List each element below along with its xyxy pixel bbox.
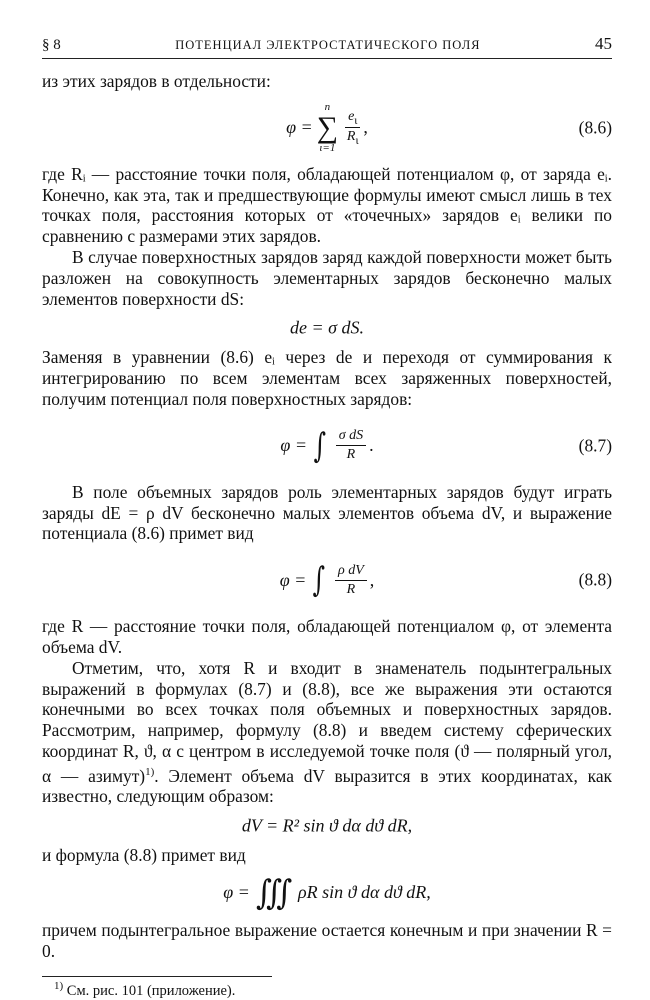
- eq86-num-sub: ι: [354, 113, 358, 127]
- triple-integral-sign: ∭: [255, 872, 293, 913]
- equation-label-8-8: (8.8): [578, 569, 612, 590]
- eq88-denominator: R: [346, 581, 356, 597]
- sigma-symbol: ∑: [316, 110, 339, 144]
- paragraph-surface-charges: В случае поверхностных зарядов заряд каждой поверхности может быть разложен на совокупность элементарных зарядов бесконечно малых элементов поверхности dS:: [42, 246, 612, 309]
- equation-de: [42, 313, 612, 343]
- eq88-numerator: ρ dV: [335, 563, 367, 581]
- integral-sign: ∫: [313, 425, 327, 466]
- equation-dV: [42, 811, 612, 841]
- integral-sign: ∫: [312, 560, 326, 601]
- sum-operator: [317, 102, 338, 154]
- paragraph-intro: из этих зарядов в отдельности:: [42, 71, 271, 91]
- equation-label-8-7: (8.7): [578, 435, 612, 456]
- paragraph-volume-charges: В поле объемных зарядов роль элементарных зарядов будут играть заряды dE = ρ dV бесконечно малых элементов объема dV, и выражение потенциала (8.6) примет вид: [42, 481, 612, 544]
- eq88-tail: ,: [369, 569, 375, 590]
- eq-de-text: de = σ dS.: [289, 317, 364, 338]
- paragraph-formula-takes: и формула (8.8) примет вид: [42, 845, 246, 866]
- running-header: [42, 34, 612, 59]
- eq88-fraction: [335, 563, 367, 598]
- equation-triple-integral: [42, 870, 612, 916]
- page-number: 45: [595, 34, 612, 53]
- paragraph-distance: где Rᵢ — расстояние точки поля, обладающей потенциалом φ, от заряда eᵢ. Конечно, как эта, так и предшествующие формулы имеют смысл лишь в тех точках поля, расстояния которых от «точечных» зарядов eᵢ велики по сравнению с размерами этих зарядов.: [42, 163, 612, 247]
- eq-dv-text: dV = R² sin ϑ dα dϑ dR,: [241, 815, 413, 836]
- equation-8-8: [42, 548, 612, 612]
- eq86-lhs: φ =: [286, 117, 313, 138]
- paragraph-R-definition: где R — расстояние точки поля, обладающей потенциалом φ, от элемента объема dV.: [42, 616, 612, 657]
- equation-label-8-6: (8.6): [578, 117, 612, 138]
- p7-text-a: Отметим, что, хотя R и входит в знаменатель подынтегральных выражений в формулах (8.7) и (8.8), все же выражения эти остаются конечными во всех точках поля объемных и поверхностных зарядов. Рассмотрим, например, формулу (8.8) и введем систему сферических координат R, ϑ, α с центром в исследуемой точке поля (ϑ — полярный угол, α — азимут): [42, 657, 612, 786]
- eq87-tail: .: [369, 435, 374, 456]
- eq-phi3-lhs: φ =: [223, 882, 250, 903]
- paragraph-conclusion: причем подынтегральное выражение остается конечным и при значении R = 0.: [42, 919, 612, 961]
- sum-lower: ι=1: [319, 141, 336, 154]
- chapter-title: ПОТЕНЦИАЛ ЭЛЕКТРОСТАТИЧЕСКОГО ПОЛЯ: [175, 38, 481, 52]
- footnote-divider: [42, 976, 272, 977]
- page: [42, 34, 612, 999]
- eq87-numerator: σ dS: [336, 428, 366, 446]
- eq86-den-sub: ι: [355, 134, 359, 148]
- paragraph-spherical: [42, 658, 612, 807]
- paragraph-replacing: Заменяя в уравнении (8.6) eᵢ через de и переходя от суммирования к интегрированию по всем элементам всех заряженных поверхностей, получим потенциал поля поверхностных зарядов:: [42, 347, 612, 409]
- footnote: [42, 980, 612, 1000]
- equation-8-6: [42, 96, 612, 160]
- eq87-denominator: R: [346, 447, 356, 463]
- footnote-mark: 1): [54, 979, 64, 992]
- eq86-denominator: R: [346, 129, 356, 145]
- eq86-tail: ,: [363, 117, 368, 138]
- eq87-lhs: φ =: [280, 435, 307, 456]
- footnote-ref[interactable]: 1): [145, 765, 155, 778]
- sum-upper: n: [324, 100, 331, 113]
- eq88-lhs: φ =: [279, 569, 307, 590]
- eq86-numerator: e: [348, 108, 355, 124]
- eq-phi3-body: ρR sin ϑ dα dϑ dR,: [298, 882, 431, 903]
- section-number: § 8: [42, 37, 61, 53]
- equation-8-7: [42, 414, 612, 478]
- eq87-fraction: [336, 428, 366, 463]
- p7-text-b: . Элемент объема dV выразится в этих координатах, как известно, следующим образом:: [42, 765, 613, 807]
- footnote-text: См. рис. 101 (приложение).: [63, 982, 236, 999]
- eq86-fraction: [345, 109, 360, 148]
